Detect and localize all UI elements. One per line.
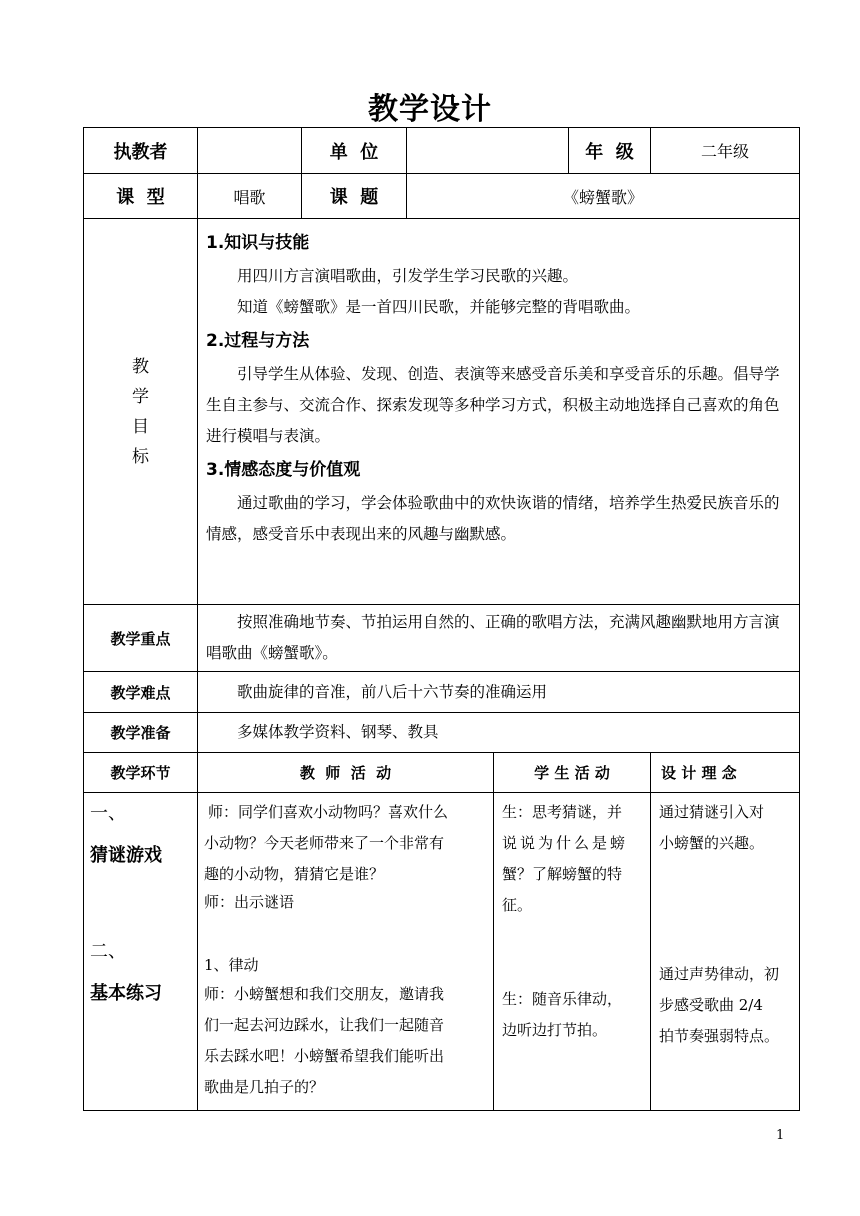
process-concept-header: 设 计 理 念 [661, 764, 737, 782]
difficulties-text: 歌曲旋律的音准，前八后十六节奏的准确运用 [237, 682, 548, 701]
objectives-label-char: 教 [132, 356, 149, 377]
design-concept-line: 通过声势律动，初 [659, 965, 780, 983]
teacher-activity-line: 小动物？今天老师带来了一个非常有 [204, 834, 445, 852]
teacher-activity-line: 乐去踩水吧！小螃蟹希望我们能听出 [204, 1047, 445, 1065]
preparation-text: 多媒体教学资料、钢琴、教具 [237, 723, 439, 741]
student-activity-line: 说说为什么是螃 [502, 834, 629, 852]
objective-heading-1: 1.知识与技能 [206, 233, 310, 253]
topic-value: 《螃蟹歌》 [562, 187, 643, 207]
difficulties-label: 教学难点 [110, 683, 171, 702]
teacher-activity-line: 们一起去河边踩水，让我们一起随音 [204, 1016, 445, 1034]
teacher-label: 执教者 [113, 141, 168, 163]
objectives-label [84, 219, 197, 604]
topic-label: 课 题 [329, 187, 379, 208]
objective-heading-3: 3.情感态度与价值观 [206, 460, 361, 480]
process-teacher-header: 教 师 活 动 [299, 764, 392, 782]
objective-text: 引导学生从体验、发现、创造、表演等来感受音乐美和享受音乐的乐趣。倡导学生自主参与、交流合作、探索发现等多种学习方式，积极主动地选择自己喜欢的角色进行模唱与表演。 [206, 365, 780, 445]
objective-text: 用四川方言演唱歌曲，引发学生学习民歌的兴趣。 [237, 267, 579, 285]
process-stage-header: 教学环节 [110, 764, 171, 782]
design-concept-column [651, 793, 799, 1110]
design-concept-line: 步感受歌曲 2/4 [659, 996, 763, 1014]
teacher-activity-line: 师：小螃蟹想和我们交朋友，邀请我 [204, 985, 445, 1003]
process-stage-column [84, 793, 197, 1110]
student-activity-column [494, 793, 650, 1110]
grade-value: 二年级 [700, 142, 749, 161]
teacher-activity-line: 师：出示谜语 [204, 893, 295, 911]
design-concept-line: 通过猜谜引入对 [659, 803, 765, 821]
objectives-label-char: 学 [132, 386, 149, 407]
teacher-activity-line: 歌曲是几拍子的？ [204, 1078, 325, 1096]
key-points-text: 按照准确地节奏、节拍运用自然的、正确的歌唱方法，充满风趣幽默地用方言演唱歌曲《螃蟹歌》。 [206, 613, 780, 662]
objectives-content [198, 219, 799, 604]
stage-name: 基本练习 [90, 983, 162, 1004]
objectives-label-char: 目 [132, 416, 149, 437]
document-title: 教学设计 [368, 92, 492, 127]
type-label: 课 型 [116, 187, 165, 208]
teacher-activity-line: 趣的小动物，猜猜它是谁？ [204, 865, 385, 883]
teacher-value [198, 128, 301, 173]
objective-heading-2: 2.过程与方法 [206, 331, 310, 351]
stage-number: 一、 [90, 803, 126, 824]
key-points-label: 教学重点 [110, 629, 171, 648]
unit-value [407, 128, 568, 173]
objectives-label-char: 标 [132, 446, 149, 467]
student-activity-line: 生：随音乐律动， [502, 990, 623, 1008]
objective-text: 知道《螃蟹歌》是一首四川民歌，并能够完整的背唱歌曲。 [237, 298, 641, 316]
student-activity-line: 生：思考猜谜，并 [502, 803, 623, 821]
preparation-label: 教学准备 [110, 724, 171, 742]
student-activity-line: 蟹？了解螃蟹的特 [502, 865, 623, 883]
teacher-activity-line: 1、律动 [204, 956, 259, 974]
grade-label: 年 级 [585, 141, 634, 163]
type-value: 唱歌 [233, 187, 266, 207]
stage-number: 二、 [90, 941, 126, 962]
process-student-header: 学 生 活 动 [534, 764, 610, 782]
unit-label: 单 位 [329, 141, 379, 163]
design-concept-line: 小螃蟹的兴趣。 [659, 834, 765, 852]
teacher-activity-column [198, 793, 493, 1110]
design-concept-line: 拍节奏强弱特点。 [659, 1027, 780, 1045]
teacher-activity-line: 师：同学们喜欢小动物吗？喜欢什么 [208, 803, 449, 821]
objective-text: 通过歌曲的学习，学会体验歌曲中的欢快诙谐的情绪，培养学生热爱民族音乐的情感，感受音乐中表现出来的风趣与幽默感。 [206, 494, 780, 543]
page-number: 1 [776, 1128, 785, 1143]
student-activity-line: 边听边打节拍。 [502, 1021, 608, 1039]
student-activity-line: 征。 [502, 896, 533, 914]
stage-name: 猜谜游戏 [90, 845, 162, 866]
